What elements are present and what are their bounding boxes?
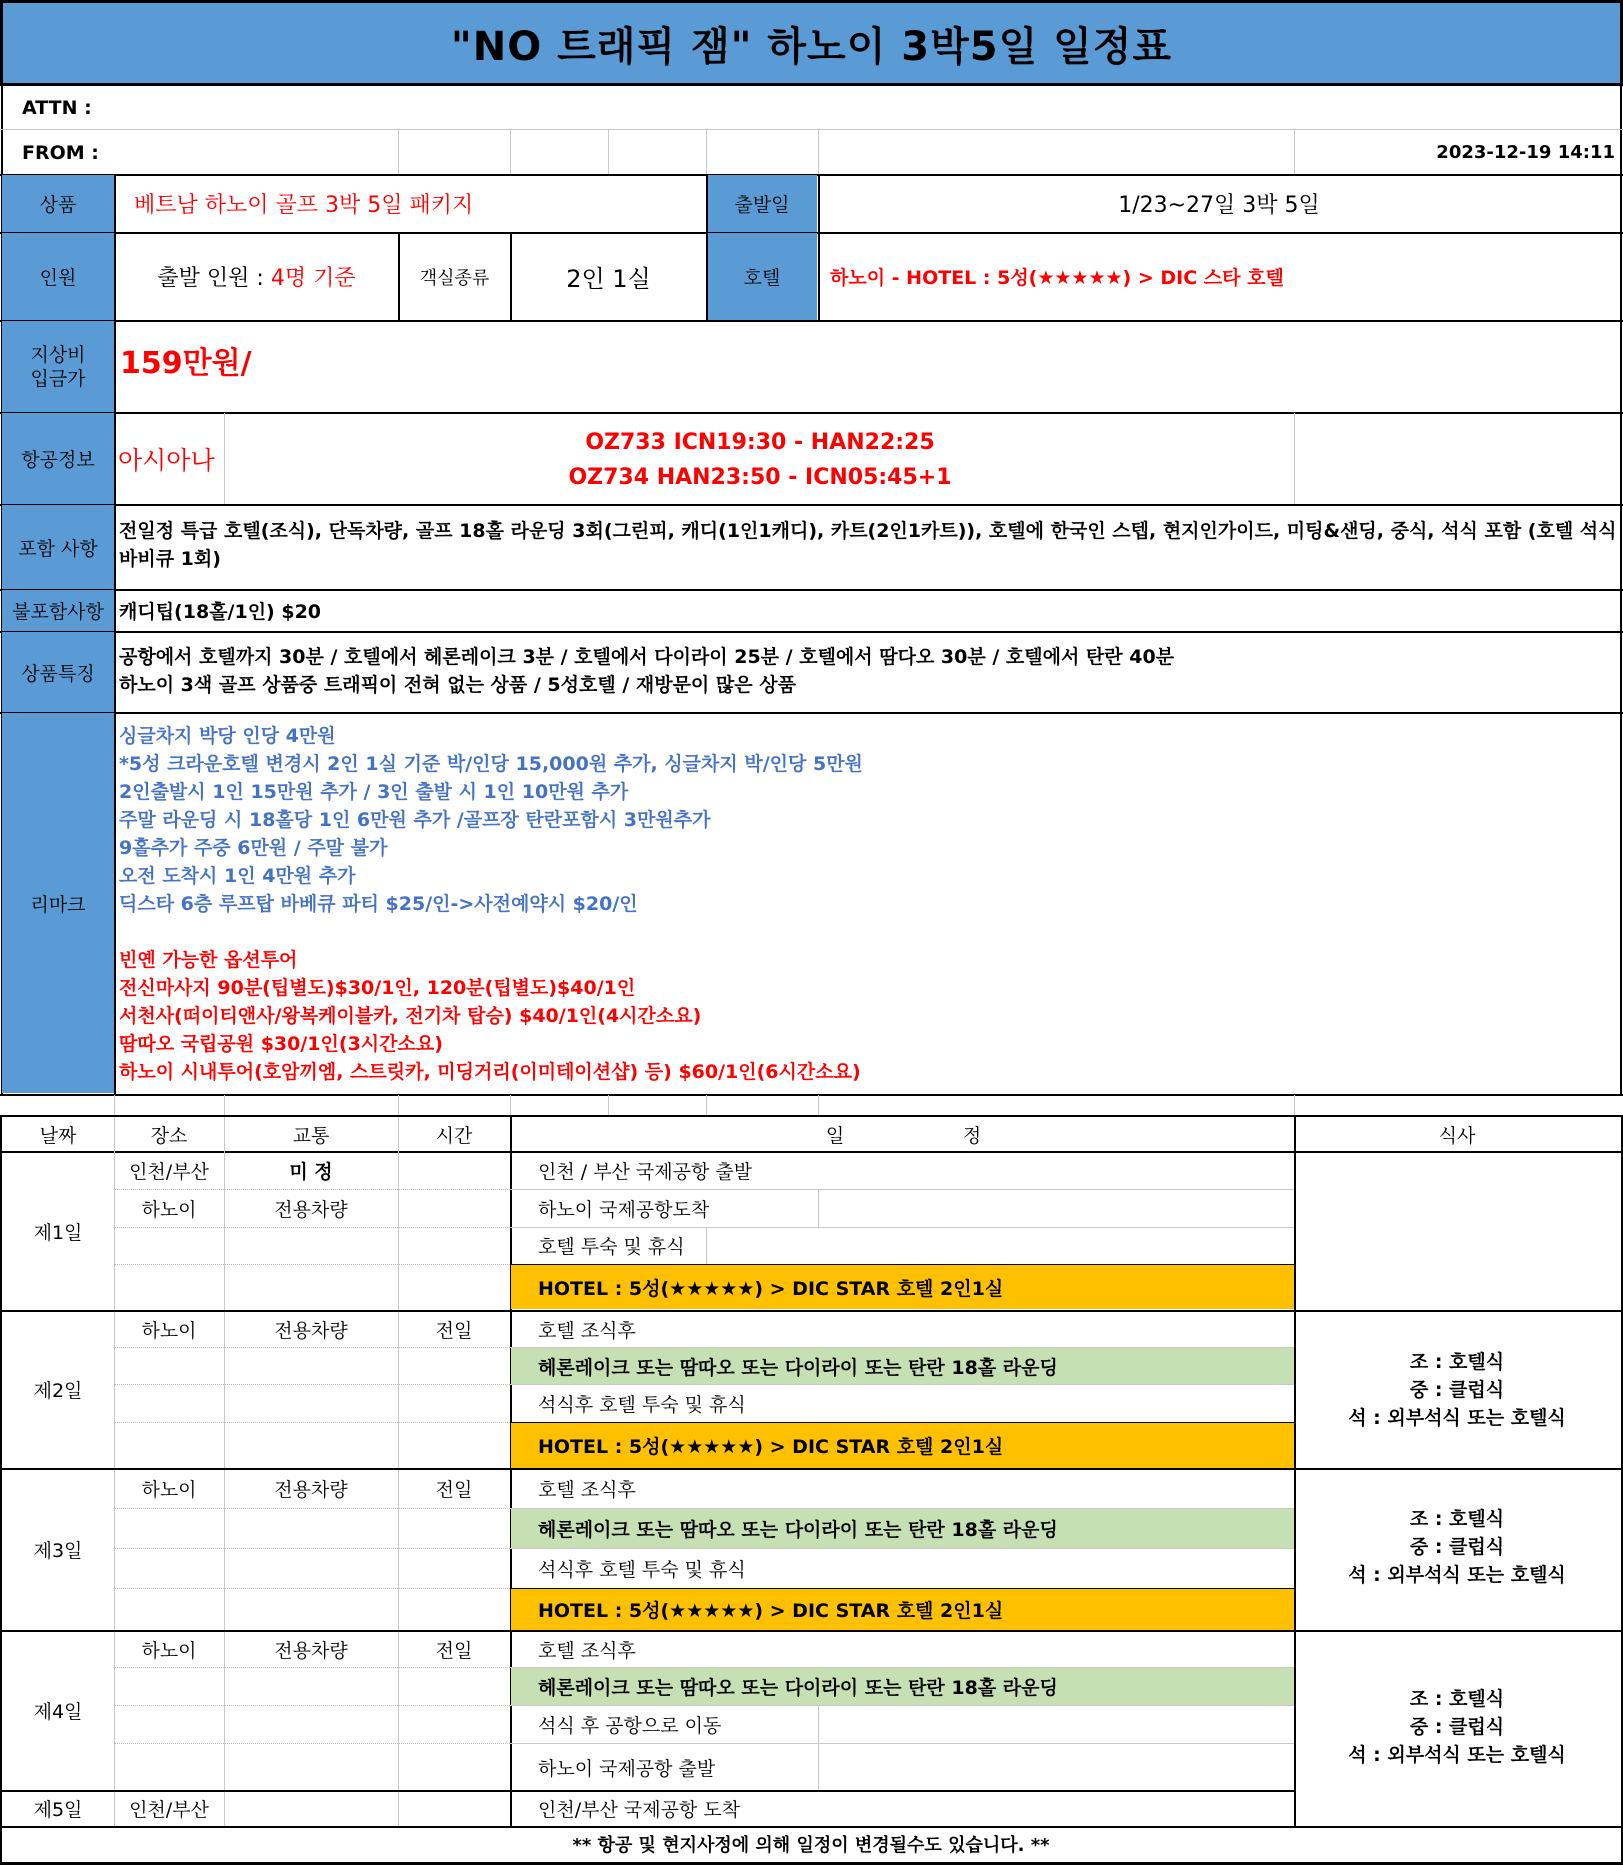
day-4-place: 하노이 — [141, 1639, 197, 1662]
day-3-meal — [1294, 1505, 1620, 1589]
day-1-row-1: 인천 / 부산 국제공항 출발 — [538, 1161, 753, 1183]
day-2-label: 제2일 — [33, 1380, 83, 1402]
day-2-meal-3: 석 : 외부석식 또는 호텔식 — [1348, 1407, 1566, 1429]
include-label: 포함 사항 — [2, 505, 114, 589]
remark-red-item: 전신마사지 90분(팁별도)$30/1인, 120분(팁별도)$40/1인 — [119, 977, 636, 999]
people-cell — [115, 233, 398, 320]
feature-lines — [119, 643, 1617, 699]
day-1-transport-1: 미 정 — [289, 1161, 333, 1183]
flight-2: OZ734 HAN23:50 - ICN05:45+1 — [568, 464, 952, 490]
day-5-label: 제5일 — [33, 1799, 83, 1821]
price-value: 159만원/ — [120, 346, 252, 381]
feature-label: 상품특징 — [2, 632, 114, 712]
day-4-meal-1: 조 : 호텔식 — [1409, 1688, 1505, 1710]
day-5-place: 인천/부산 — [129, 1799, 209, 1821]
day-2-transport: 전용차량 — [274, 1319, 348, 1342]
header-transport: 교통 — [292, 1124, 330, 1147]
from-label: FROM : — [22, 141, 99, 164]
page-title: "NO 트래픽 잼" 하노이 3박5일 일정표 — [0, 0, 1623, 86]
footer-note: ** 항공 및 현지사정에 의해 일정이 변경될수도 있습니다. ** — [572, 1835, 1050, 1856]
price-label-2: 입금가 — [30, 367, 86, 390]
day-2-meal-1: 조 : 호텔식 — [1409, 1351, 1505, 1373]
include-value: 전일정 특급 호텔(조식), 단독차량, 골프 18홀 라운딩 3회(그린피, 캐디(1인1캐디), 카트(2인1카트)), 호텔에 한국인 스텝, 현지인가이드, 미팅&샌딩, 중식, 석식 포함 (호텔 석식 바비큐 1회) — [119, 520, 1617, 570]
day-4-row-4: 하노이 국제공항 출발 — [538, 1757, 716, 1780]
remark-blue-item: 딕스타 6층 루프탑 바베큐 파티 $25/인->사전예약시 $20/인 — [119, 893, 638, 915]
header-place: 장소 — [150, 1124, 188, 1147]
room-label: 객실종류 — [419, 267, 490, 289]
day-4-row-2: 헤론레이크 또는 땀따오 또는 다이라이 또는 탄란 18홀 라운딩 — [511, 1668, 1294, 1705]
day-4-row-3: 석식 후 공항으로 이동 — [538, 1715, 722, 1737]
day-3-row-3: 석식후 호텔 투숙 및 휴식 — [538, 1559, 746, 1581]
day-3-label: 제3일 — [33, 1540, 83, 1562]
people-prefix: 출발 인원 : — [157, 266, 264, 291]
day-3-time: 전일 — [435, 1479, 473, 1501]
day-3-row-2: 헤론레이크 또는 땀따오 또는 다이라이 또는 탄란 18홀 라운딩 — [511, 1509, 1294, 1548]
header-plan-2: 정 — [962, 1124, 982, 1147]
day-4-meal-2: 중 : 클럽식 — [1409, 1716, 1505, 1738]
day-1-row-3: 호텔 투숙 및 휴식 — [538, 1236, 685, 1258]
people-label: 인원 — [2, 233, 114, 320]
day-3-meal-1: 조 : 호텔식 — [1409, 1508, 1505, 1530]
day-2-time: 전일 — [435, 1319, 473, 1342]
day-4-row-1: 호텔 조식후 — [538, 1639, 636, 1662]
feature-1: 공항에서 호텔까지 30분 / 호텔에서 헤론레이크 3분 / 호텔에서 다이라이 25분 / 호텔에서 땀다오 30분 / 호텔에서 탄란 40분 — [119, 646, 1175, 668]
day-1-label: 제1일 — [33, 1221, 83, 1244]
remark-blue-item: 9홀추가 주중 6만원 / 주말 불가 — [119, 837, 388, 859]
flight-label: 항공정보 — [2, 413, 114, 504]
day-3-meal-3: 석 : 외부석식 또는 호텔식 — [1348, 1564, 1566, 1586]
remark-blue-item: 오전 도착시 1인 4만원 추가 — [119, 865, 356, 887]
remark-red-item: 땀따오 국립공원 $30/1인(3시간소요) — [119, 1033, 443, 1055]
day-2-row-4: HOTEL : 5성(★★★★★) > DIC STAR 호텔 2인1실 — [511, 1423, 1294, 1468]
day-2-row-2: 헤론레이크 또는 땀따오 또는 다이라이 또는 탄란 18홀 라운딩 — [511, 1348, 1294, 1384]
remark-blue-item: *5성 크라운호텔 변경시 2인 1실 기준 박/인당 15,000원 추가, 싱글차지 박/인당 5만원 — [119, 753, 863, 775]
remark-label: 리마크 — [2, 713, 114, 1093]
day-4-label: 제4일 — [33, 1701, 83, 1723]
product-value: 베트남 하노이 골프 3박 5일 패키지 — [134, 193, 474, 218]
flight-1: OZ733 ICN19:30 - HAN22:25 — [585, 429, 935, 455]
remark-red-item: 빈옌 가능한 옵션투어 — [119, 949, 298, 971]
departure-value: 1/23~27일 3박 5일 — [1118, 193, 1320, 218]
price-label-1: 지상비 — [30, 343, 86, 366]
day-1-place-1: 인천/부산 — [129, 1161, 209, 1183]
day-2-meal-2: 중 : 클럽식 — [1409, 1379, 1505, 1401]
header-plan-1: 일 — [825, 1124, 845, 1147]
datetime: 2023-12-19 14:11 — [1436, 142, 1615, 163]
header-meal: 식사 — [1438, 1124, 1476, 1147]
hotel-label: 호텔 — [707, 233, 817, 320]
exclude-label: 불포함사항 — [2, 590, 114, 631]
day-4-meal-3: 석 : 외부석식 또는 호텔식 — [1348, 1744, 1566, 1766]
day-2-row-1: 호텔 조식후 — [538, 1319, 636, 1342]
header-date: 날짜 — [39, 1124, 77, 1147]
price-label — [2, 321, 114, 412]
departure-label: 출발일 — [707, 175, 817, 232]
hotel-value: 하노이 - HOTEL : 5성(★★★★★) > DIC 스타 호텔 — [830, 267, 1284, 289]
day-1-row-2: 하노이 국제공항도착 — [538, 1198, 710, 1221]
remark-red-item: 서천사(떠이티앤사/왕복케이블카, 전기차 탑승) $40/1인(4시간소요) — [119, 1005, 702, 1027]
day-2-meal — [1294, 1348, 1620, 1432]
feature-2: 하노이 3색 골프 상품중 트래픽이 전혀 없는 상품 / 5성호텔 / 재방문이 많은 상품 — [119, 674, 796, 696]
attn-label: ATTN : — [22, 96, 92, 119]
day-4-transport: 전용차량 — [274, 1639, 348, 1662]
people-value: 4명 기준 — [270, 266, 356, 291]
remark-spacer — [119, 918, 1617, 946]
day-1-row-4: HOTEL : 5성(★★★★★) > DIC STAR 호텔 2인1실 — [511, 1265, 1294, 1309]
day-3-place: 하노이 — [141, 1479, 197, 1501]
day-2-row-3: 석식후 호텔 투숙 및 휴식 — [538, 1394, 746, 1416]
remark-red-item: 하노이 시내투어(호암끼엠, 스트릿카, 미딩거리(이미테이션샵) 등) $60/1인(6시간소요) — [119, 1061, 861, 1083]
product-label: 상품 — [2, 175, 114, 232]
day-1-transport-2: 전용차량 — [274, 1198, 348, 1221]
remark-blue-item: 싱글차지 박당 인당 4만원 — [119, 725, 336, 747]
airline: 아시아나 — [118, 445, 215, 475]
day-4-time: 전일 — [435, 1639, 473, 1662]
room-value: 2인 1실 — [566, 265, 651, 293]
remark-blue-item: 주말 라운딩 시 18홀당 1인 6만원 추가 /골프장 탄란포함시 3만원추가 — [119, 809, 711, 831]
day-4-meal — [1294, 1685, 1620, 1769]
day-3-row-1: 호텔 조식후 — [538, 1479, 636, 1501]
remark-blue-item: 2인출발시 1인 15만원 추가 / 3인 출발 시 1인 10만원 추가 — [119, 781, 629, 803]
day-3-transport: 전용차량 — [274, 1479, 348, 1501]
day-1-place-2: 하노이 — [141, 1198, 197, 1221]
exclude-value: 캐디팁(18홀/1인) $20 — [119, 601, 322, 623]
day-2-place: 하노이 — [141, 1319, 197, 1342]
day-3-row-4: HOTEL : 5성(★★★★★) > DIC STAR 호텔 2인1실 — [511, 1589, 1294, 1630]
remarks — [119, 722, 1617, 1086]
day-5-row-1: 인천/부산 국제공항 도착 — [538, 1799, 741, 1821]
day-3-meal-2: 중 : 클럽식 — [1409, 1536, 1505, 1558]
header-time: 시간 — [435, 1124, 473, 1147]
